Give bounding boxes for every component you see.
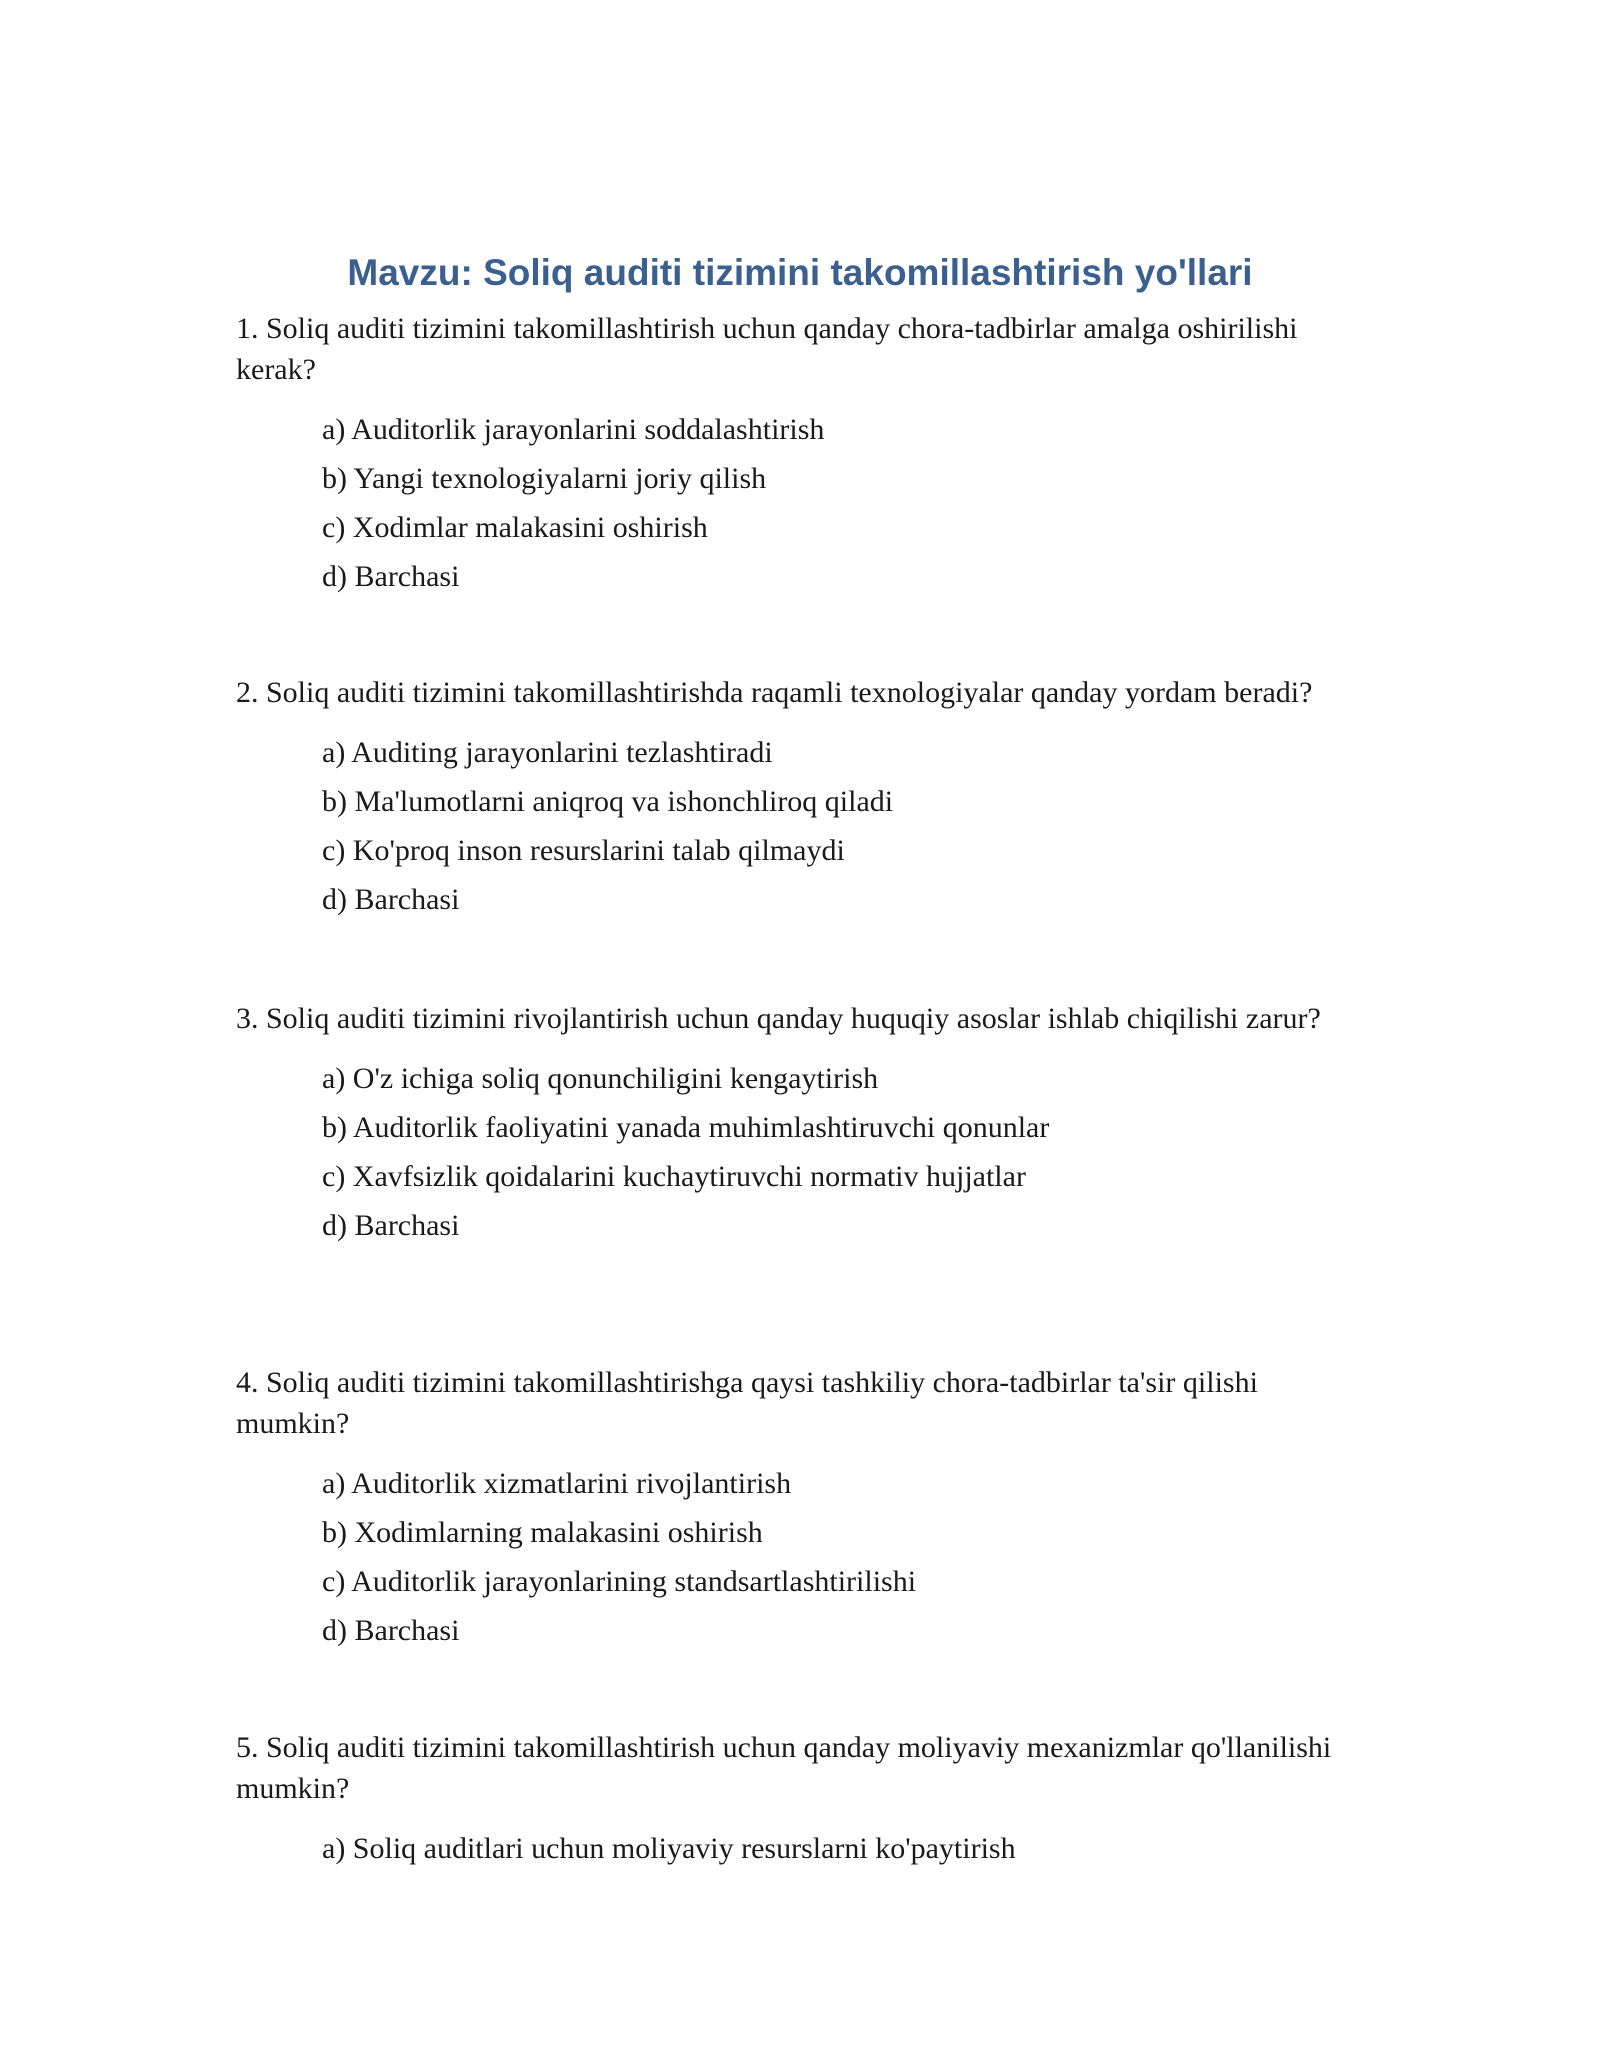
option-d: d) Barchasi — [322, 883, 460, 916]
question-text: 3. Soliq auditi tizimini rivojlantirish uchun qanday huquqiy asoslar ishlab chiqilishi zarur? — [236, 1002, 1321, 1035]
question-text: 5. Soliq auditi tizimini takomillashtirish uchun qanday moliyaviy mexanizmlar qo'llanilishi mumkin? — [236, 1731, 1332, 1805]
question-4 — [236, 1362, 1376, 1655]
option-a: a) Auditing jarayonlarini tezlashtiradi — [322, 736, 773, 769]
option-c: c) Auditorlik jarayonlarining standsartlashtirilishi — [322, 1565, 917, 1598]
option-a: a) Soliq auditlari uchun moliyaviy resurslarni ko'paytirish — [322, 1832, 1016, 1865]
question-5 — [236, 1727, 1376, 1873]
option-c: c) Xodimlar malakasini oshirish — [322, 511, 708, 544]
options-list — [236, 1459, 1376, 1655]
question-2 — [236, 672, 1376, 924]
options-list — [236, 1824, 1376, 1873]
option-c: c) Xavfsizlik qoidalarini kuchaytiruvchi normativ hujjatlar — [322, 1160, 1026, 1193]
document-title: Mavzu: Soliq auditi tizimini takomillashtirish yo'llari — [347, 252, 1253, 293]
question-text: 2. Soliq auditi tizimini takomillashtirishda raqamli texnologiyalar qanday yordam beradi? — [236, 676, 1313, 709]
option-d: d) Barchasi — [322, 560, 460, 593]
options-list — [236, 728, 1376, 924]
option-b: b) Auditorlik faoliyatini yanada muhimlashtiruvchi qonunlar — [322, 1111, 1050, 1144]
option-d: d) Barchasi — [322, 1614, 460, 1647]
question-text: 4. Soliq auditi tizimini takomillashtirishga qaysi tashkiliy chora-tadbirlar ta'sir qilishi mumkin? — [236, 1366, 1258, 1440]
option-a: a) Auditorlik xizmatlarini rivojlantirish — [322, 1467, 792, 1500]
question-text: 1. Soliq auditi tizimini takomillashtirish uchun qanday chora-tadbirlar amalga oshirilishi kerak? — [236, 312, 1298, 386]
question-1 — [236, 308, 1376, 601]
options-list — [236, 1054, 1376, 1250]
option-a: a) O'z ichiga soliq qonunchiligini kengaytirish — [322, 1062, 879, 1095]
option-b: b) Yangi texnologiyalarni joriy qilish — [322, 462, 767, 495]
option-d: d) Barchasi — [322, 1209, 460, 1242]
option-a: a) Auditorlik jarayonlarini soddalashtirish — [322, 413, 825, 446]
options-list — [236, 405, 1376, 601]
option-c: c) Ko'proq inson resurslarini talab qilmaydi — [322, 834, 845, 867]
question-3 — [236, 998, 1376, 1250]
option-b: b) Ma'lumotlarni aniqroq va ishonchliroq qiladi — [322, 785, 894, 818]
option-b: b) Xodimlarning malakasini oshirish — [322, 1516, 763, 1549]
